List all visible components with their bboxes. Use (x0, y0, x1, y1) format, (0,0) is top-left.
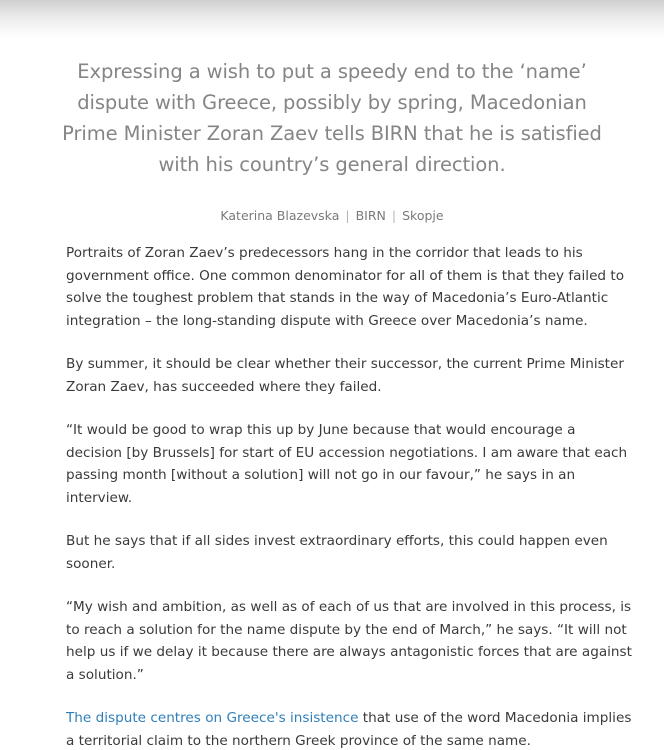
dispute-link[interactable]: The dispute centres on Greece's insistence (66, 710, 359, 726)
article-paragraph: “My wish and ambition, as well as of each of us that are involved in this process, is to reach a solution for the name dispute by the end of March,” he says. “It will not help us if we delay it because there are always antagonistic forces that are against a solution.” (66, 599, 632, 683)
byline (0, 206, 664, 226)
paragraph-rest-text: that use of the word Macedonia implies a territorial claim to the northern Greek province of the same name. (66, 710, 632, 749)
article-paragraph: “It would be good to wrap this up by June because that would encourage a decision [by Brussels] for start of EU accession negotiations. I am aware that each passing month [without a solution] will not go in our favour,” he says in an interview. (66, 422, 628, 506)
article-lead: Expressing a wish to put a speedy end to the ‘name’ dispute with Greece, possibly by spring, Macedonian Prime Minister Zoran Zaev tells BIRN that he is satisfied with his country’s general direction. (62, 60, 602, 176)
article-paragraph-last (66, 707, 632, 750)
article-paragraph: But he says that if all sides invest extraordinary efforts, this could happen even sooner. (66, 533, 608, 572)
byline-separator: | (391, 208, 397, 223)
article-header (0, 56, 664, 226)
byline-separator: | (345, 208, 350, 223)
article-paragraph: Portraits of Zoran Zaev’s predecessors hang in the corridor that leads to his government office. One common denominator for all of them is that they failed to solve the toughest problem that stands in the way of Macedonia’s Euro-Atlantic integration – the long-standing dispute with Greece over Macedonia’s name. (66, 245, 625, 329)
article-body (66, 242, 632, 750)
top-shadow (0, 0, 664, 38)
byline-author[interactable]: Katerina Blazevska (220, 208, 340, 223)
byline-location: Skopje (402, 208, 444, 223)
article-paragraph: By summer, it should be clear whether their successor, the current Prime Minister Zoran Zaev, has succeeded where they failed. (66, 356, 624, 395)
byline-outlet[interactable]: BIRN (355, 208, 386, 223)
